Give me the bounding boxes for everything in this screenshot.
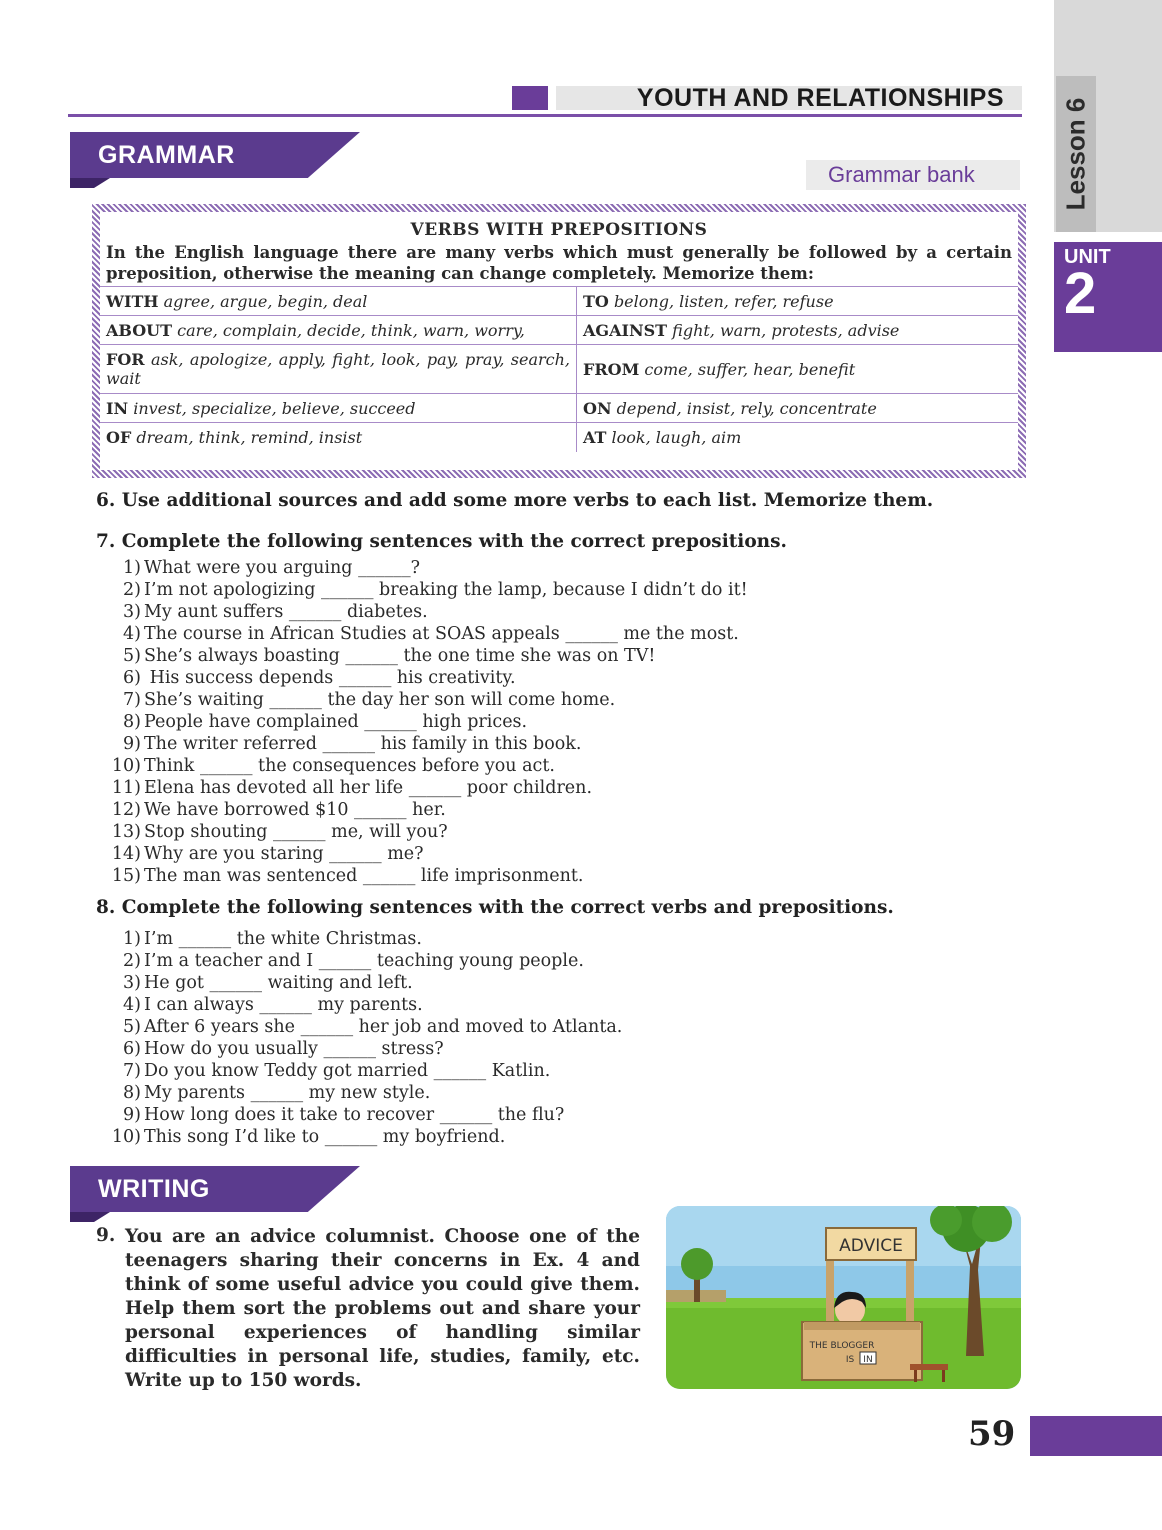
unit-number: 2: [1064, 261, 1097, 326]
exercise-8-heading: 8. Complete the following sentences with the correct verbs and prepositions.: [96, 897, 894, 918]
exercise-6: 6. Use additional sources and add some more verbs to each list. Memorize them.: [96, 490, 934, 511]
small-tree-crown: [681, 1248, 713, 1280]
list-item: [96, 865, 748, 887]
item-number: 12): [111, 800, 141, 820]
list-item: [96, 928, 622, 950]
grammar-bank-tag: [806, 160, 1020, 190]
list-item: [96, 601, 748, 623]
table-row: [100, 394, 1018, 423]
item-text: Think ______ the consequences before you act.: [144, 756, 555, 776]
list-item: [96, 950, 622, 972]
stool-top: [910, 1364, 948, 1370]
booth-text-line2: IS: [845, 1355, 855, 1365]
table-row: [100, 345, 1018, 394]
item-text: The course in African Studies at SOAS appeals ______ me the most.: [144, 624, 739, 644]
item-number: 7): [123, 690, 141, 710]
item-text: He got ______ waiting and left.: [144, 973, 413, 993]
table-row: [100, 287, 1018, 316]
item-number: 3): [123, 973, 141, 993]
list-item: [96, 733, 748, 755]
item-number: 11): [111, 778, 141, 798]
table-cell: [577, 287, 1019, 316]
table-cell: [100, 394, 577, 423]
item-text: His success depends ______ his creativity.: [144, 668, 516, 688]
item-number: 5): [123, 1017, 141, 1037]
booth-text-line1: THE BLOGGER: [809, 1341, 875, 1351]
table-cell: [100, 316, 577, 345]
item-text: My aunt suffers ______ diabetes.: [144, 602, 428, 622]
item-number: 8): [123, 1083, 141, 1103]
item-text: How do you usually ______ stress?: [144, 1039, 444, 1059]
list-item: [96, 711, 748, 733]
item-number: 9): [123, 1105, 141, 1125]
item-text: Stop shouting ______ me, will you?: [144, 822, 448, 842]
preposition: ON: [583, 398, 612, 418]
list-item: [96, 1104, 622, 1126]
item-text: My parents ______ my new style.: [144, 1083, 431, 1103]
stool-leg: [914, 1370, 917, 1382]
verb-list: come, suffer, hear, benefit: [644, 359, 856, 379]
item-number: 14): [111, 844, 141, 864]
stool-leg: [942, 1370, 945, 1382]
exercise-7-list: [96, 557, 748, 887]
preposition: AGAINST: [583, 320, 668, 340]
item-number: 8): [123, 712, 141, 732]
grammar-box-title: VERBS WITH PREPOSITIONS: [410, 220, 708, 240]
list-item: [96, 777, 748, 799]
item-number: 6): [123, 1039, 141, 1059]
preposition: FOR: [106, 350, 145, 369]
table-cell: [577, 423, 1019, 452]
advice-sign-text: ADVICE: [839, 1236, 903, 1256]
item-number: 6): [123, 668, 141, 688]
item-text: Why are you staring ______ me?: [144, 844, 424, 864]
item-number: 13): [111, 822, 141, 842]
table-row: [100, 423, 1018, 452]
table-cell: [100, 423, 577, 452]
exercise-9-text: You are an advice columnist. Choose one of the teenagers sharing their concerns in Ex. 4 and think of some useful advice you could give them. Help them sort the problems out and share your personal experiences of handling similar difficulties in personal life, studies, family, etc. Write up to 150 words.: [125, 1226, 640, 1391]
page-number: 59: [968, 1414, 1016, 1454]
grammar-box-intro: In the English language there are many verbs which must generally be followed by a certain preposition, otherwise the meaning can change completely. Memorize them:: [106, 243, 1012, 283]
illustration-svg: [666, 1206, 1021, 1389]
booth-counter-top: [804, 1322, 920, 1330]
list-item: [96, 994, 622, 1016]
list-item: [96, 689, 748, 711]
table-cell: [577, 394, 1019, 423]
item-text: I’m not apologizing ______ breaking the lamp, because I didn’t do it!: [144, 580, 748, 600]
item-text: Elena has devoted all her life ______ poor children.: [144, 778, 593, 798]
item-number: 15): [111, 866, 141, 886]
verb-list: dream, think, remind, insist: [136, 427, 363, 447]
grammar-box-inner: [100, 212, 1018, 470]
item-number: 3): [123, 602, 141, 622]
banner-tail: [70, 1212, 110, 1222]
preposition: IN: [106, 398, 129, 418]
list-item: [96, 1038, 622, 1060]
preposition: WITH: [106, 291, 159, 311]
item-number: 1): [123, 558, 141, 578]
list-item: [96, 623, 748, 645]
table-cell: [577, 316, 1019, 345]
item-number: 2): [123, 580, 141, 600]
item-text: This song I’d like to ______ my boyfriend.: [144, 1127, 506, 1147]
preposition: FROM: [583, 359, 640, 379]
grammar-banner-label: GRAMMAR: [98, 141, 235, 169]
header-accent-block: [512, 86, 548, 110]
item-text: She’s always boasting ______ the one time she was on TV!: [144, 646, 656, 666]
verb-list: invest, specialize, believe, succeed: [133, 398, 416, 418]
list-item: [96, 972, 622, 994]
item-text: The writer referred ______ his family in this book.: [144, 734, 582, 754]
list-item: [96, 1016, 622, 1038]
grammar-box: [92, 204, 1026, 478]
verb-list: ask, apologize, apply, fight, look, pay, pray, search, wait: [106, 350, 571, 388]
page-number-bar: [1030, 1416, 1162, 1456]
list-item: [96, 557, 748, 579]
lesson-label: Lesson 6: [1060, 97, 1091, 211]
list-item: [96, 579, 748, 601]
preposition: TO: [583, 291, 609, 311]
table-cell: [100, 287, 577, 316]
exercise-7-heading: 7. Complete the following sentences with the correct prepositions.: [96, 531, 787, 552]
list-item: [96, 821, 748, 843]
grammar-bank-label: Grammar bank: [828, 162, 975, 187]
item-text: People have complained ______ high prices.: [144, 712, 528, 732]
list-item: [96, 1060, 622, 1082]
item-text: What were you arguing ______?: [144, 558, 420, 578]
chapter-title: YOUTH AND RELATIONSHIPS: [636, 84, 1004, 112]
exercise-8-list: [96, 928, 622, 1148]
verb-list: care, complain, decide, think, warn, worry,: [177, 320, 525, 340]
item-text: After 6 years she ______ her job and moved to Atlanta.: [144, 1017, 623, 1037]
list-item: [96, 799, 748, 821]
preposition: AT: [583, 427, 607, 447]
item-number: 10): [111, 756, 141, 776]
list-item: [96, 1126, 622, 1148]
unit-label: UNIT: [1064, 246, 1111, 268]
item-text: The man was sentenced ______ life imprisonment.: [144, 866, 584, 886]
table-cell: [100, 345, 577, 394]
table-row: [100, 316, 1018, 345]
item-text: We have borrowed $10 ______ her.: [144, 800, 446, 820]
item-number: 9): [123, 734, 141, 754]
item-number: 4): [123, 995, 141, 1015]
exercise-9-number: 9.: [96, 1225, 116, 1246]
item-text: I’m a teacher and I ______ teaching young people.: [144, 951, 584, 971]
verb-list: look, laugh, aim: [611, 427, 742, 447]
preposition: OF: [106, 427, 132, 447]
item-number: 4): [123, 624, 141, 644]
item-number: 10): [111, 1127, 141, 1147]
prepositions-table: [100, 286, 1018, 452]
item-number: 5): [123, 646, 141, 666]
verb-list: belong, listen, refer, refuse: [613, 291, 834, 311]
list-item: [96, 843, 748, 865]
lesson-label-wrap: [1056, 76, 1096, 232]
list-item: [96, 1082, 622, 1104]
banner-tail: [70, 178, 110, 188]
advice-booth-illustration: [666, 1206, 1021, 1389]
header-rule: [68, 114, 1022, 117]
item-text: I can always ______ my parents.: [144, 995, 423, 1015]
booth-flag-text: IN: [863, 1355, 873, 1365]
item-number: 2): [123, 951, 141, 971]
item-number: 1): [123, 929, 141, 949]
grammar-banner: [70, 132, 360, 178]
table-cell: [577, 345, 1019, 394]
verb-list: fight, warn, protests, advise: [672, 320, 900, 340]
verb-list: depend, insist, rely, concentrate: [616, 398, 877, 418]
item-text: How long does it take to recover ______ the flu?: [144, 1105, 565, 1125]
list-item: [96, 755, 748, 777]
item-text: She’s waiting ______ the day her son will come home.: [144, 690, 616, 710]
item-text: Do you know Teddy got married ______ Katlin.: [144, 1061, 551, 1081]
preposition: ABOUT: [106, 320, 173, 340]
verb-list: agree, argue, begin, deal: [163, 291, 368, 311]
list-item: [96, 667, 748, 689]
list-item: [96, 645, 748, 667]
item-number: 7): [123, 1061, 141, 1081]
item-text: I’m ______ the white Christmas.: [144, 929, 422, 949]
writing-banner: [70, 1166, 360, 1212]
booth-counter: [802, 1322, 922, 1380]
writing-banner-label: WRITING: [98, 1175, 210, 1203]
